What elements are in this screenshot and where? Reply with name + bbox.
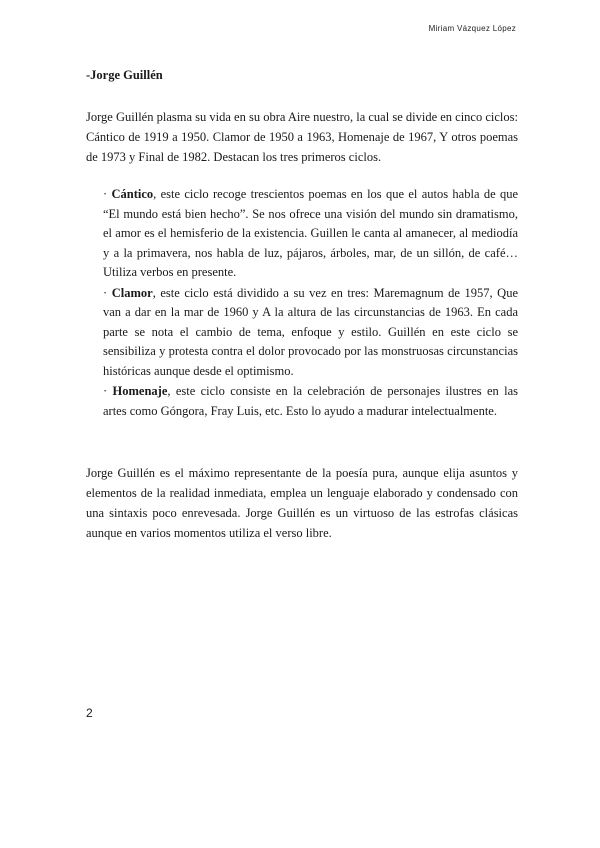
cycle-description: , este ciclo está dividido a su vez en tres: Maremagnum de 1957, Que van a dar en la mar de 1960 y A la altura de las circunstancias de 1963. En cada parte se nota el cambio de tema, enfoque y estilo. Guillén en este ciclo se sensibiliza y protesta contra el dolor provocado por las monstruosas circunstancias históricas aunque desde el optimismo. xyxy=(103,285,518,378)
cycle-list xyxy=(103,185,518,422)
section-title: -Jorge Guillén xyxy=(86,68,163,82)
cycle-name: Clamor xyxy=(111,285,153,300)
page-number: 2 xyxy=(86,706,93,720)
bullet: · xyxy=(103,285,112,300)
cycle-item-clamor xyxy=(103,284,518,382)
intro-paragraph: Jorge Guillén plasma su vida en su obra Aire nuestro, la cual se divide en cinco ciclos: Cántico de 1919 a 1950. Clamor de 1950 a 1963, Homenaje de 1967, Y otros poemas de 1973 y Final de 1982. Destacan los tres primeros ciclos. xyxy=(86,110,518,164)
cycle-item-cantico xyxy=(103,185,518,283)
cycle-description: , este ciclo recoge trescientos poemas en los que el autos habla de que “El mundo está bien hecho”. Se nos ofrece una visión del mundo sin dramatismo, el amor es el hemisferio de la existencia. Guillen le canta al amanecer, al mediodía y a la primavera, nos habla de luz, pájaros, árboles, mar, de un sillón, de café… Utiliza verbos en presente. xyxy=(103,187,518,279)
header-author: Miriam Vázquez López xyxy=(428,24,516,33)
cycle-name: Homenaje xyxy=(112,384,168,398)
bullet: · xyxy=(103,187,112,201)
cycle-description: , este ciclo consiste en la celebración de personajes ilustres en las artes como Góngora, Fray Luis, etc. Esto lo ayudo a madurar intelectualmente. xyxy=(103,384,519,418)
closing-paragraph: Jorge Guillén es el máximo representante de la poesía pura, aunque elija asuntos y elementos de la realidad inmediata, emplea un lenguaje elaborado y condensado con una sintaxis poco enrevesada. Jorge Guillén es un virtuoso de las estrofas clásicas aunque en varios momentos utiliza el verso libre. xyxy=(86,466,518,540)
cycle-name: Cántico xyxy=(111,187,154,201)
bullet: · xyxy=(103,384,113,398)
cycle-item-homenaje xyxy=(103,382,518,421)
